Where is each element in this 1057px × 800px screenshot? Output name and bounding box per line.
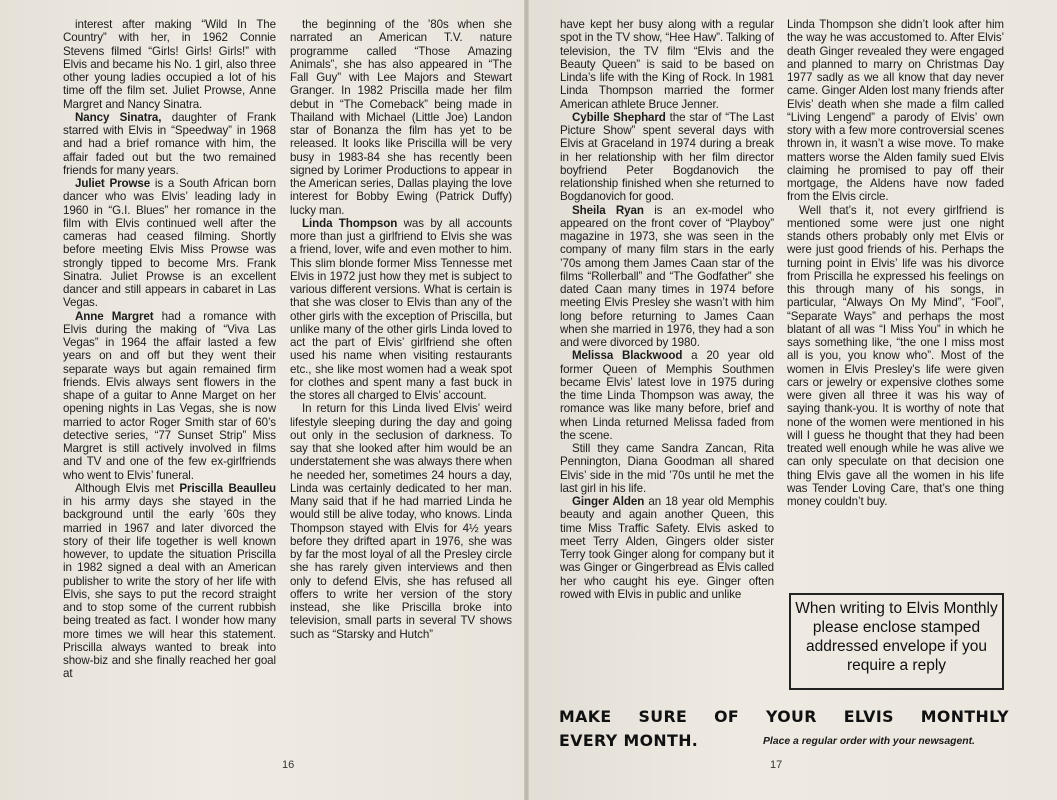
name-heading: Nancy Sinatra, xyxy=(75,110,162,124)
article-paragraph: Well that’s it, not every girlfriend is mentioned some were just one night stands others probably only met Elvis or were just good friends of his. Perhaps the turning point in Elvis’ life was his divorce from Priscilla he expressed his feelings on this through many of his songs, in particular, “Always On My Mind”, “Fool”, “Separate Ways” and perhaps the most blatant of all was “I Miss You” in which he says something like, “the one I miss most all is you, you know who”. Most of the women in Elvis Presley’s life were given cars or jewelry or expensive clothes some were given all three it was his way of saying thank-you. It is worthy of note that none of the women were mentioned in his will I guess he thought that they had been treated well enough while he was alive we can only speculate on that decision one thing Elvis gave all the women in his life was Tender Loving Care, that’s one thing money couldn’t buy. xyxy=(787,203,1004,508)
article-paragraph: Although Elvis met Priscilla Beaulleu in his army days she stayed in the background until the early ’60s they married in 1967 and later divorced the story of their life together is well known however, to update the situation Priscilla in 1982 signed a deal with an American publisher to write the story of her life with Elvis, she says to put the record straight and to stop some of the current rubbish being treated as fact. I wonder how many more times we will hear this statement. Priscilla always wanted to break into show-biz and she finally reached her goal at xyxy=(63,481,276,681)
page-number-right: 17 xyxy=(770,759,783,771)
notice-box: When writing to Elvis Monthly please enclose stamped addressed envelope if you require a reply xyxy=(789,593,1004,690)
name-heading: Linda Thompson xyxy=(302,216,398,230)
article-paragraph: Linda Thompson she didn’t look after him the way he was accustomed to. After Elvis’ death Ginger revealed they were engaged and planned to marry on Christmas Day 1977 sadly as we all know that day never came. Ginger Alden lost many friends after Elvis’ death when she made a film called “Living Lengend” a parody of Elvis’ own story with a few more controversial scenes thrown in, it wasn’t a wise move. To make matters worse the Alden family sued Elvis claiming he promised to pay off their mortgage, the Aldens have now faded from the Elvis circle. xyxy=(787,18,1004,204)
name-heading: Priscilla Beaulleu xyxy=(179,481,276,495)
subscription-banner xyxy=(559,707,1009,726)
article-paragraph: the beginning of the ’80s when she narrated an American T.V. nature programme called “Those Amazing Animals”, she has also appeared in “The Fall Guy” with Lee Majors and Stewart Granger. In 1982 Priscilla made her film debut in “The Comeback” being made in Thailand with Michael (Little Joe) Landon star of Bonanza the film has yet to be released. It looks like Priscilla will be very busy in 1983-84 she has recently been signed by Lorimer Productions to appear in the American series, Dallas playing the love interest for Bobby Ewing (Patrick Duffy) lucky man. xyxy=(290,18,512,217)
banner-word: SURE xyxy=(638,707,688,726)
article-paragraph: Still they came Sandra Zancan, Rita Pennington, Diana Goodman all shared Elvis’ side in the mid ’70s until he met the last girl in his life. xyxy=(560,442,774,495)
name-heading: Anne Margret xyxy=(75,309,154,323)
banner-word: ELVIS xyxy=(843,707,894,726)
article-paragraph: interest after making “Wild In The Country” with her, in 1962 Connie Stevens filmed “Girls! Girls! Girls!” with Elvis and became his No. 1 girl, also three other young ladies occupied a lot of his time off the film set. Juliet Prowse, Anne Margret and Nancy Sinatra. xyxy=(63,18,276,111)
article-paragraph: Linda Thompson was by all accounts more than just a girlfriend to Elvis she was a friend, lover, wife and even mother to him. This slim blonde former Miss Tennesse met Elvis in 1972 just how they met is subject to various different versions. What is certain is that she was closer to Elvis than any of the other girls with the exception of Priscilla, but unlike many of the other girls Linda loved to act the part of Elvis’ girlfriend she often used his name when visiting restaurants etc., she like most women had a weak spot for clothes and spent many a fast buck in the stores all charged to Elvis’ account. xyxy=(290,216,512,402)
article-paragraph: Juliet Prowse is a South African born dancer who was Elvis’ leading lady in 1960 in “G.I. Blues” her romance in the film with Elvis continued well after the cameras had ceased filming. Shortly before meeting Elvis Miss Prowse was strongly tipped to become Mrs. Frank Sinatra. Juliet Prowse is an excellent dancer and still appears in cabaret in Las Vegas. xyxy=(63,177,276,310)
banner-word: MAKE xyxy=(559,707,612,726)
banner-word: YOUR xyxy=(765,707,817,726)
banner-order-note: Place a regular order with your newsagent. xyxy=(763,736,975,747)
page-number-left: 16 xyxy=(282,759,295,771)
banner-word: OF xyxy=(714,707,740,726)
name-heading: Ginger Alden xyxy=(572,495,645,508)
article-paragraph: Sheila Ryan is an ex-model who appeared on the front cover of “Playboy” magazine in 1973, she was seen in the company of many film stars in the early ’70s among them James Caan star of the films “Rollerball” and “The Godfather” she dated Caan many times in 1974 before meeting Elvis Presley she wasn’t with him long before returning to James Caan when she married in 1976, they had a son and were divorced by 1980. xyxy=(560,203,774,349)
name-heading: Melissa Blackwood xyxy=(572,349,683,363)
article-paragraph: In return for this Linda lived Elvis’ weird lifestyle sleeping during the day and going out only in the seclusion of darkness. To say that she looked after him would be an understatement she was always there when he needed her, sometimes 24 hours a day, Linda was certainly dedicated to her man. Many said that if he had married Linda he would still be alive today, who knows. Linda Thompson stayed with Elvis for 4½ years before they drifted apart in 1976, she was by far the most loyal of all the Presley circle she has rarely given interviews and then only to defend Elvis, she has refused all offers to write her version of the story instead, she like Priscilla broke into television, small parts in several TV shows such as “Starsky and Hutch” xyxy=(290,402,512,641)
name-heading: Juliet Prowse xyxy=(75,177,151,190)
article-column-3 xyxy=(560,18,774,698)
banner-word: MONTHLY xyxy=(920,707,1009,726)
article-column-1 xyxy=(63,18,276,758)
article-paragraph: Nancy Sinatra, daughter of Frank starred with Elvis in “Speedway” in 1968 and had a brief romance with him, the affair faded out but the two remained friends for many years. xyxy=(63,110,276,177)
article-paragraph: Melissa Blackwood a 20 year old former Queen of Memphis Southmen became Elvis’ latest love in 1975 during the time Linda Thompson was away, the romance was like many before, brief and when Linda returned Melissa faded from the scene. xyxy=(560,349,774,442)
article-paragraph: have kept her busy along with a regular spot in the TV show, “Hee Haw”. Talking of television, the TV film “Elvis and the Beauty Queen” is said to be based on Linda’s life with the King of Rock. In 1981 Linda Thompson married the former American athlete Bruce Jenner. xyxy=(560,18,774,111)
name-heading: Sheila Ryan xyxy=(572,203,644,217)
name-heading: Cybille Shephard xyxy=(572,110,666,124)
banner-every-month: EVERY MONTH. xyxy=(559,731,699,750)
article-paragraph: Ginger Alden an 18 year old Memphis beauty and again another Queen, this time Miss Traffic Safety. Elvis asked to meet Terry Alden, Gingers older sister Terry took Ginger along for company but it was Ginger or Gingerbread as Elvis called her who caught his eye. Ginger often rowed with Elvis in public and unlike xyxy=(560,495,774,601)
article-column-2 xyxy=(290,18,512,758)
page-gutter xyxy=(524,0,529,800)
article-paragraph: Anne Margret had a romance with Elvis during the making of “Viva Las Vegas” in 1964 the affair lasted a few years on and off but they went their separate ways but again remained firm friends. Elvis always sent flowers in the shape of a guitar to Anne Marget on her opening nights in Las Vegas, she is now married to actor Roger Smith star of 60’s detective series, “77 Sunset Strip” Miss Margret is still actively involved in films and TV and one of the few ex-girlfriends who went to Elvis’ funeral. xyxy=(63,309,276,482)
article-column-4 xyxy=(787,18,1004,588)
article-paragraph: Cybille Shephard the star of “The Last Picture Show” spent several days with Elvis at Graceland in 1974 during a break in her relationship with her film director boyfriend Peter Bogdanovich the relationship finished when she returned to Bogdanovich for good. xyxy=(560,110,774,204)
